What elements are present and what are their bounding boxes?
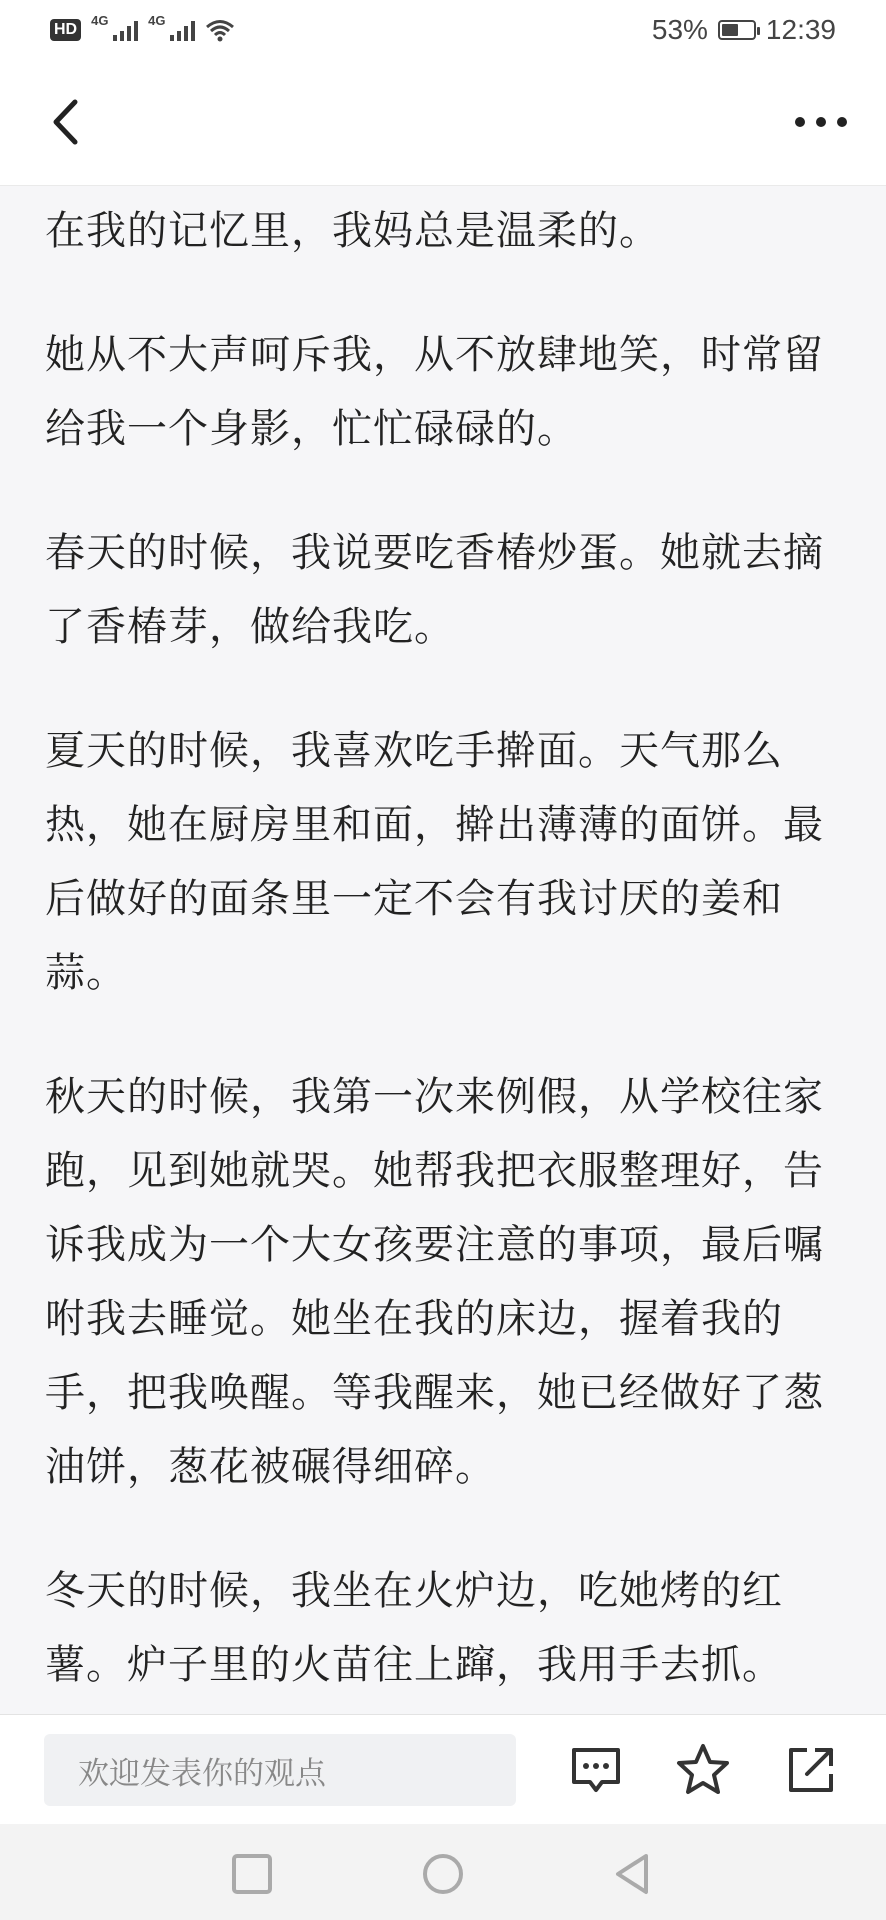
battery-icon (718, 20, 756, 40)
chevron-left-icon (40, 92, 100, 152)
share-button[interactable] (781, 1740, 841, 1800)
more-horizontal-icon (786, 92, 856, 152)
battery-percent: 53% (651, 14, 708, 45)
status-right (652, 14, 836, 46)
paragraph-5: 秋天的时候，我第一次来例假，从学校往家跑，见到她就哭。她帮我把衣服整理好，告诉我成为一个大女孩要注意的事项，最后嘱咐我去睡觉。她坐在我的床边，握着我的手，把我唤醒。等我醒来，她已经做好了葱油饼，葱花被碾得细碎。 (45, 1074, 824, 1490)
back-button[interactable] (40, 92, 100, 152)
article-body (0, 194, 886, 1702)
wifi-icon (205, 18, 235, 42)
nav-back-button[interactable] (610, 1852, 654, 1896)
comment-icon (566, 1740, 626, 1800)
article-content[interactable] (0, 186, 886, 1714)
recents-square-icon (230, 1852, 274, 1896)
network-type-label: 4G (91, 13, 109, 28)
app-header (0, 60, 886, 186)
share-icon (781, 1740, 841, 1800)
comment-placeholder: 欢迎发表你的观点 (78, 1755, 326, 1791)
signal-icon-2 (148, 13, 195, 41)
recents-button[interactable] (230, 1852, 274, 1896)
network-type-label-2: 4G (148, 13, 166, 28)
hd-badge: HD (50, 19, 81, 41)
home-button[interactable] (421, 1852, 465, 1896)
status-left (50, 13, 235, 42)
star-icon (673, 1740, 733, 1800)
system-navigation-bar (0, 1824, 886, 1920)
paragraph-4: 夏天的时候，我喜欢吃手擀面。天气那么热，她在厨房里和面，擀出薄薄的面饼。最后做好的面条里一定不会有我讨厌的姜和蒜。 (45, 728, 824, 996)
back-triangle-icon (610, 1852, 654, 1896)
paragraph-6: 冬天的时候，我坐在火炉边，吃她烤的红薯。炉子里的火苗往上蹿，我用手去抓。 (45, 1568, 783, 1688)
comment-input[interactable] (44, 1734, 516, 1806)
paragraph-1: 在我的记忆里，我妈总是温柔的。 (45, 208, 660, 254)
battery-fill (722, 24, 738, 36)
more-button[interactable] (786, 92, 856, 152)
paragraph-3: 春天的时候，我说要吃香椿炒蛋。她就去摘了香椿芽，做给我吃。 (45, 530, 824, 650)
paragraph-2: 她从不大声呵斥我，从不放肆地笑，时常留给我一个身影，忙忙碌碌的。 (45, 332, 824, 452)
favorite-button[interactable] (673, 1740, 733, 1800)
home-circle-icon (421, 1852, 465, 1896)
status-bar (0, 0, 886, 60)
comment-button[interactable] (566, 1740, 626, 1800)
signal-icon (91, 13, 138, 41)
clock: 12:39 (765, 14, 836, 45)
bottom-action-bar (0, 1714, 886, 1825)
